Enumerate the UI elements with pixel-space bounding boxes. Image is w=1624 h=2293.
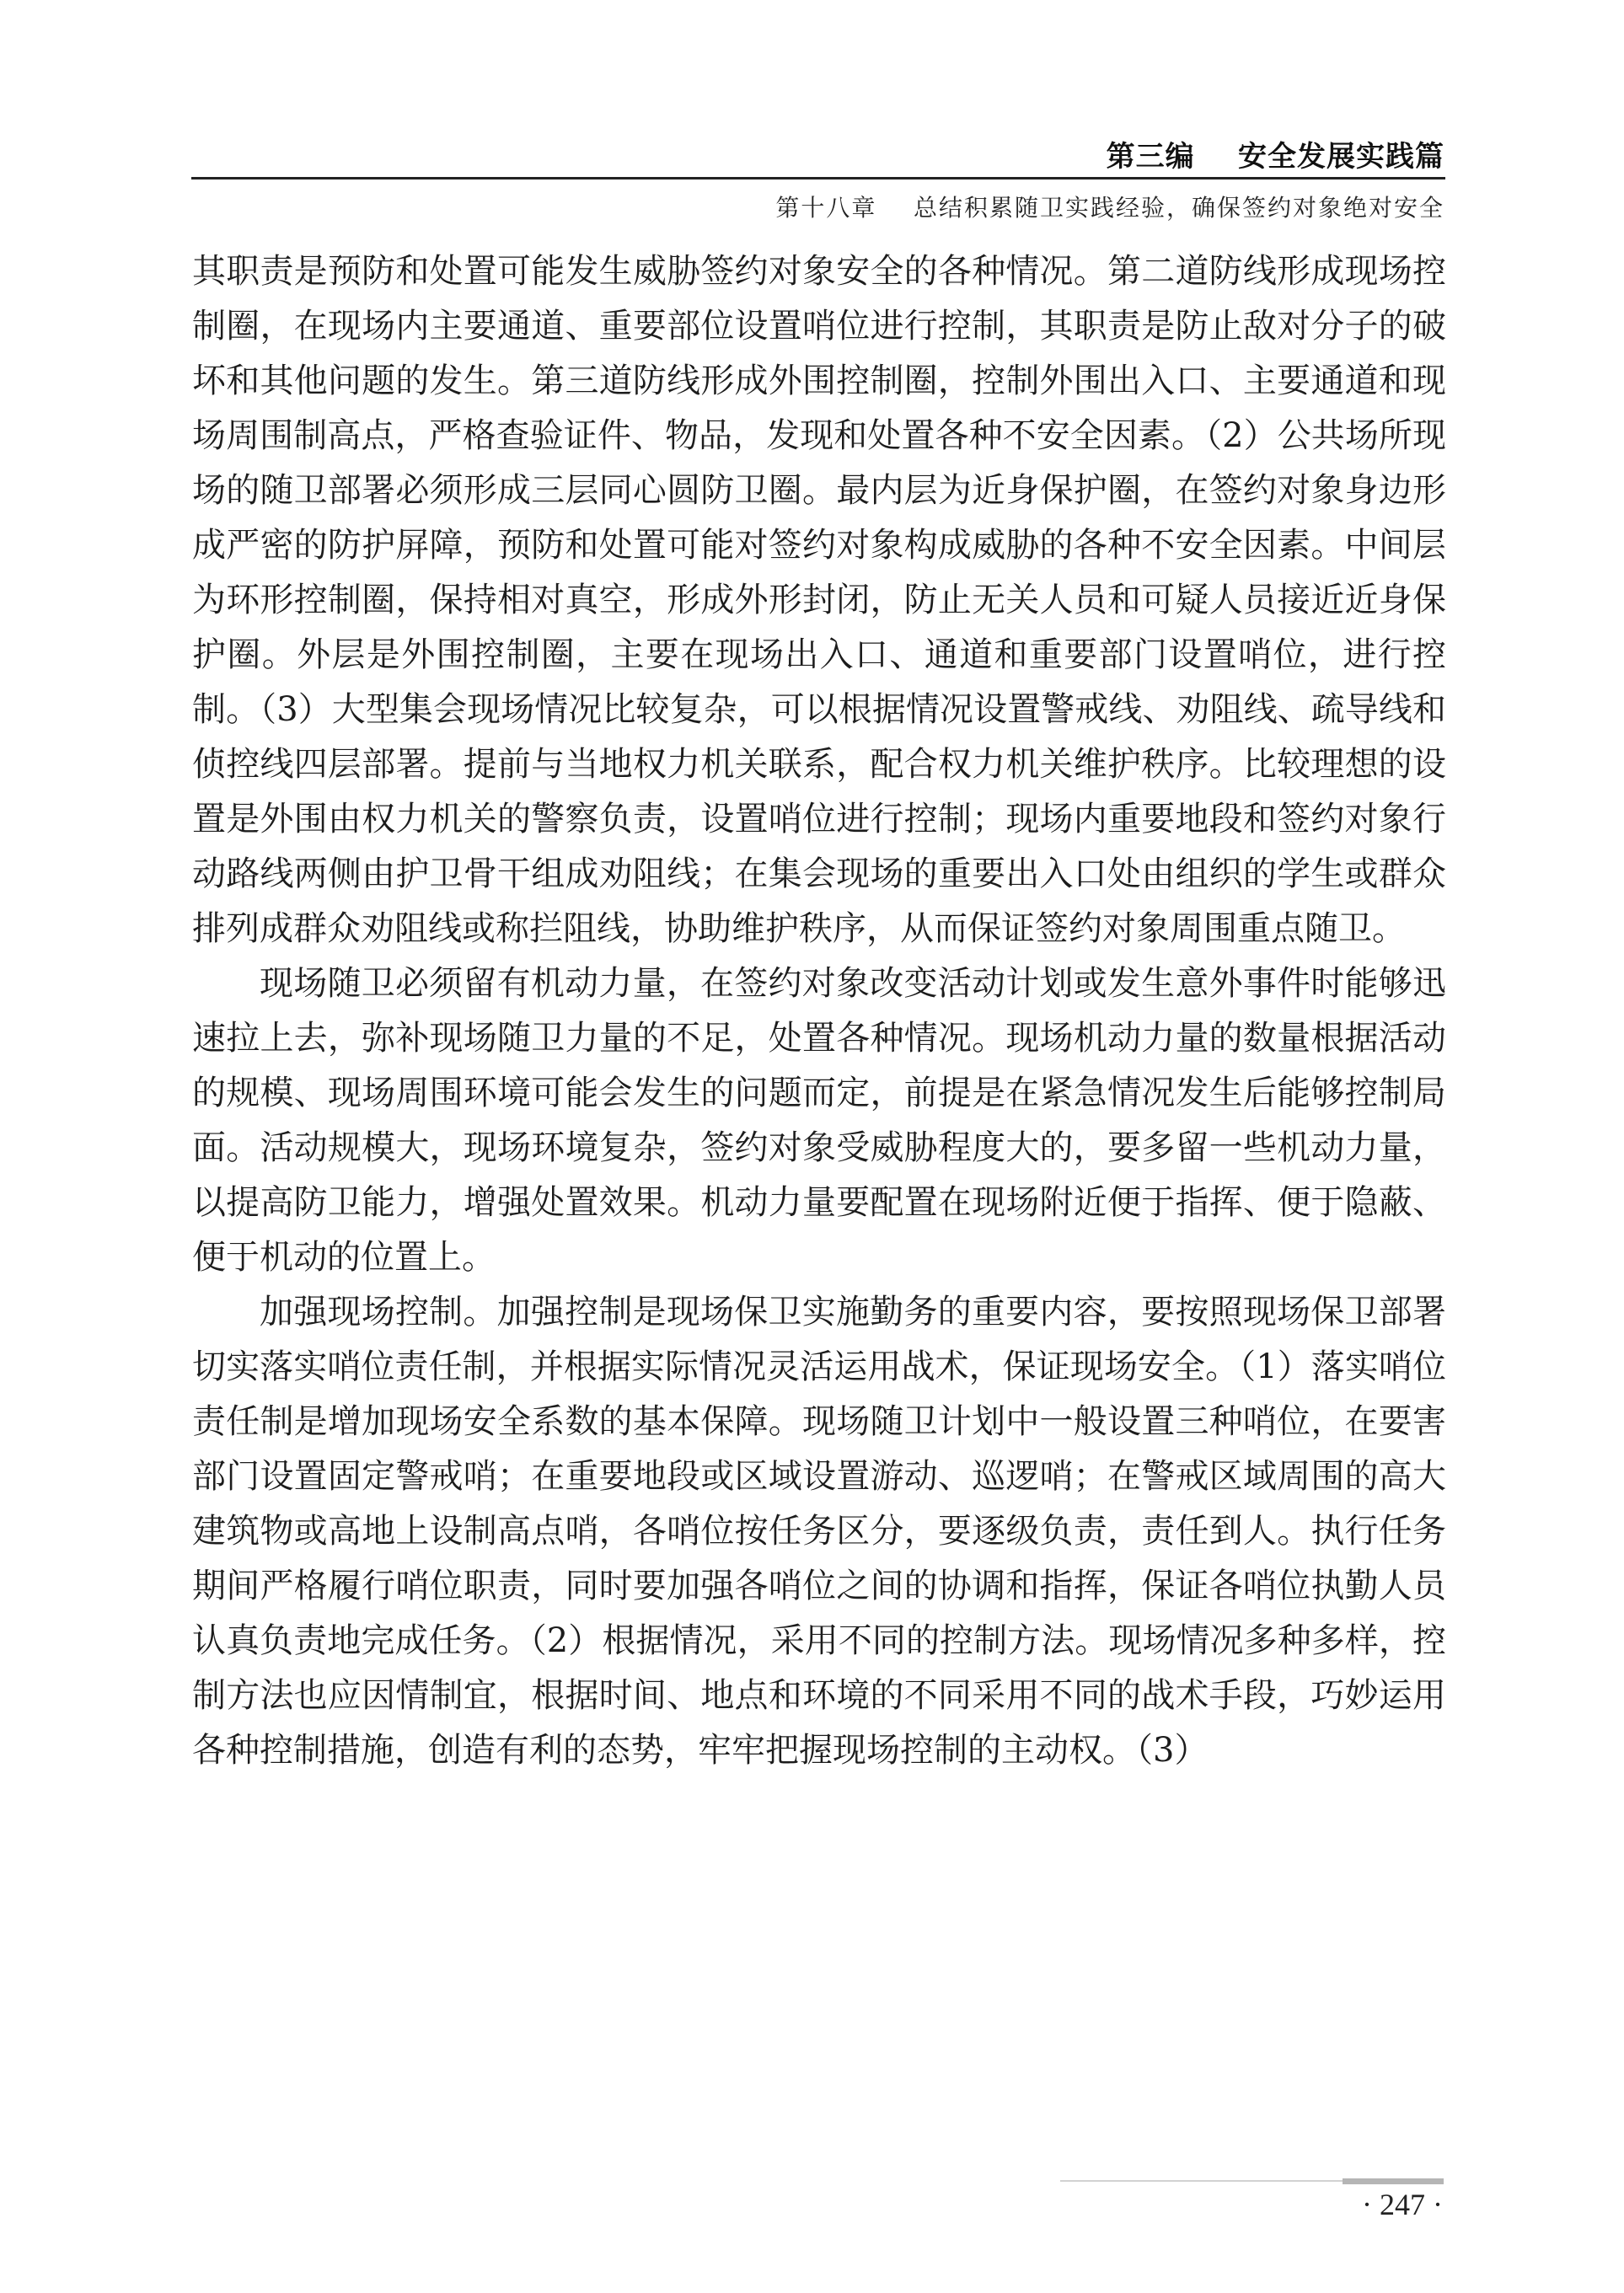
page-number: · 247 · [1362, 2188, 1443, 2221]
part-title: 第三编 安全发展实践篇 [1106, 140, 1444, 174]
footer-divider-accent [1343, 2178, 1444, 2184]
body-text [192, 244, 1446, 1778]
paragraph-continuation: 其职责是预防和处置可能发生威胁签约对象安全的各种情况。第二道防线形成现场控制圈，在现场内主要通道、重要部位设置哨位进行控制，其职责是防止敌对分子的破坏和其他问题的发生。第三道防线形成外围控制圈，控制外围出入口、主要通道和现场周围制高点，严格查验证件、物品，发现和处置各种不安全因素。（2）公共场所现场的随卫部署必须形成三层同心圆防卫圈。最内层为近身保护圈，在签约对象身边形成严密的防护屏障，预防和处置可能对签约对象构成威胁的各种不安全因素。中间层为环形控制圈，保持相对真空，形成外形封闭，防止无关人员和可疑人员接近近身保护圈。外层是外围控制圈，主要在现场出入口、通道和重要部门设置哨位，进行控制。（3）大型集会现场情况比较复杂，可以根据情况设置警戒线、劝阻线、疏导线和侦控线四层部署。提前与当地权力机关联系，配合权力机关维护秩序。比较理想的设置是外围由权力机关的警察负责，设置哨位进行控制；现场内重要地段和签约对象行动路线两侧由护卫骨干组成劝阻线；在集会现场的重要出入口处由组织的学生或群众排列成群众劝阻线或称拦阻线，协助维护秩序，从而保证签约对象周围重点随卫。 [192, 252, 1446, 948]
chapter-title: 第十八章 总结积累随卫实践经验，确保签约对象绝对安全 [775, 194, 1444, 222]
paragraph-site-control: 加强现场控制。加强控制是现场保卫实施勤务的重要内容，要按照现场保卫部署切实落实哨位责任制，并根据实际情况灵活运用战术，保证现场安全。（1）落实哨位责任制是增加现场安全系数的基本保障。现场随卫计划中一般设置三种哨位，在要害部门设置固定警戒哨；在重要地段或区域设置游动、巡逻哨；在警戒区域周围的高大建筑物或高地上设制高点哨，各哨位按任务区分，要逐级负责，责任到人。执行任务期间严格履行哨位职责，同时要加强各哨位之间的协调和指挥，保证各哨位执勤人员认真负责地完成任务。（2）根据情况，采用不同的控制方法。现场情况多种多样，控制方法也应因情制宜，根据时间、地点和环境的不同采用不同的战术手段，巧妙运用各种控制措施，创造有利的态势，牢牢把握现场控制的主动权。（3） [192, 1293, 1446, 1770]
header-divider [191, 177, 1445, 179]
paragraph-mobile-force: 现场随卫必须留有机动力量，在签约对象改变活动计划或发生意外事件时能够迅速拉上去，弥补现场随卫力量的不足，处置各种情况。现场机动力量的数量根据活动的规模、现场周围环境可能会发生的问题而定，前提是在紧急情况发生后能够控制局面。活动规模大，现场环境复杂，签约对象受威胁程度大的，要多留一些机动力量，以提高防卫能力，增强处置效果。机动力量要配置在现场附近便于指挥、便于隐蔽、便于机动的位置上。 [192, 964, 1446, 1277]
